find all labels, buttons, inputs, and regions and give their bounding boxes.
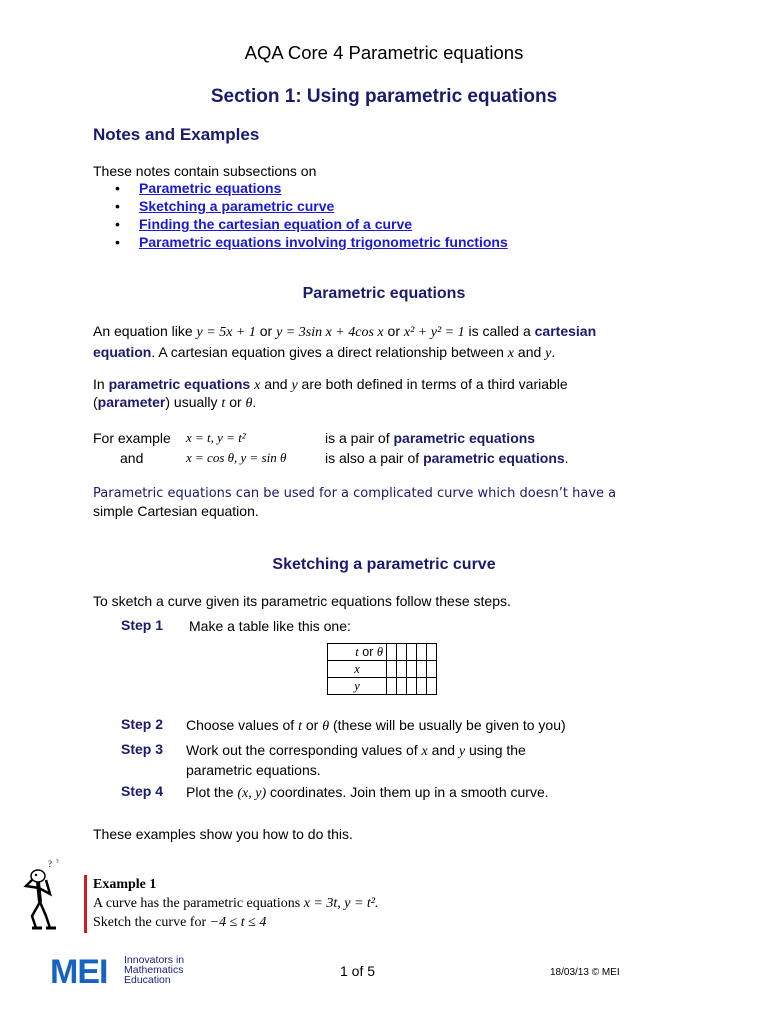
table-header-cell: t or θ <box>328 644 387 661</box>
subsection-list <box>115 179 508 251</box>
step-2-text: Choose values of t or θ (these will be usually be given to you) <box>186 717 566 734</box>
table-cell <box>387 644 397 661</box>
toc-item: • Parametric equations involving trigonometric functions <box>115 234 508 250</box>
sketching-heading: Sketching a parametric curve <box>272 556 496 573</box>
toc-link-cartesian[interactable]: Finding the cartesian equation of a curve <box>139 216 413 232</box>
sketching-intro: To sketch a curve given its parametric equations follow these steps. <box>93 593 511 609</box>
example-accent-bar <box>84 875 87 933</box>
example-text-1: is a pair of parametric equations <box>325 430 536 446</box>
cartesian-paragraph-line1: An equation like y = 5x + 1 or y = 3sin x + 4cos x or x² + y² = 1 is called a cartesian <box>93 323 597 340</box>
step-4-text: Plot the (x, y) coordinates. Join them up in a smooth curve. <box>186 784 549 801</box>
table-header-cell: x <box>328 661 387 678</box>
page-number: 1 of 5 <box>340 963 376 979</box>
step-1-label: Step 1 <box>121 617 164 633</box>
svg-text:MEI: MEI <box>50 954 108 986</box>
table-cell <box>417 644 427 661</box>
table-cell <box>387 678 397 695</box>
example-lead: For example <box>93 430 171 446</box>
toc-link-trigonometric[interactable]: Parametric equations involving trigonometric functions <box>139 234 508 250</box>
thinking-figure-icon <box>16 858 66 938</box>
table-cell <box>427 678 437 695</box>
table-row <box>328 678 437 695</box>
step-2-label: Step 2 <box>121 716 164 732</box>
example-text-2: is also a pair of parametric equations. <box>325 450 569 466</box>
toc-item: • Finding the cartesian equation of a curve <box>115 216 413 232</box>
table-cell <box>407 678 417 695</box>
example-1-title: Example 1 <box>93 877 157 892</box>
toc-link-parametric-equations[interactable]: Parametric equations <box>139 180 282 196</box>
example-and: and <box>120 450 144 466</box>
table-cell <box>397 644 407 661</box>
table-cell <box>427 661 437 678</box>
step-1-text: Make a table like this one: <box>189 618 351 634</box>
complicated-curve-line2: simple Cartesian equation. <box>93 503 259 519</box>
toc-link-sketching[interactable]: Sketching a parametric curve <box>139 198 335 214</box>
svg-text:?: ? <box>56 859 59 865</box>
toc-item: • Sketching a parametric curve <box>115 198 335 214</box>
document-title: AQA Core 4 Parametric equations <box>244 42 524 63</box>
table-header-cell: y <box>328 678 387 695</box>
cartesian-paragraph-line2: equation. A cartesian equation gives a direct relationship between x and y. <box>93 344 556 361</box>
example-equation-2: x = cos θ, y = sin θ <box>186 450 287 465</box>
table-cell <box>397 661 407 678</box>
mei-logo <box>50 954 126 986</box>
section-title: Section 1: Using parametric equations <box>210 86 558 107</box>
notes-heading: Notes and Examples <box>93 125 260 144</box>
table-cell <box>387 661 397 678</box>
svg-text:?: ? <box>48 859 52 869</box>
table-cell <box>407 644 417 661</box>
examples-outro: These examples show you how to do this. <box>93 826 353 842</box>
parametric-paragraph-line1: In parametric equations x and y are both defined in terms of a third variable <box>93 376 568 393</box>
table-cell <box>407 661 417 678</box>
complicated-curve-line1: Parametric equations can be used for a complicated curve which doesn’t have a <box>93 486 617 501</box>
example-equation-1: x = t, y = t² <box>186 430 246 445</box>
table-cell <box>417 661 427 678</box>
step-3-text: Work out the corresponding values of x and y using the parametric equations. <box>186 742 526 778</box>
step-4-label: Step 4 <box>121 783 164 799</box>
table-cell <box>397 678 407 695</box>
table-cell <box>417 678 427 695</box>
parameter-table <box>327 643 437 695</box>
example-1-line2: Sketch the curve for −4 ≤ t ≤ 4 <box>93 915 267 930</box>
toc-item: • Parametric equations <box>115 180 282 196</box>
table-row <box>328 644 437 661</box>
example-1-line1: A curve has the parametric equations x = 3t, y = t². <box>93 896 379 911</box>
intro-text: These notes contain subsections on <box>93 163 317 179</box>
parametric-paragraph-line2: (parameter) usually t or θ. <box>93 394 257 411</box>
mei-logo-caption: Innovators in Mathematics Education <box>124 954 185 986</box>
parametric-heading: Parametric equations <box>302 285 466 302</box>
table-cell <box>427 644 437 661</box>
footer-date: 18/03/13 © MEI <box>550 967 620 978</box>
step-3-label: Step 3 <box>121 741 164 757</box>
table-row <box>328 661 437 678</box>
